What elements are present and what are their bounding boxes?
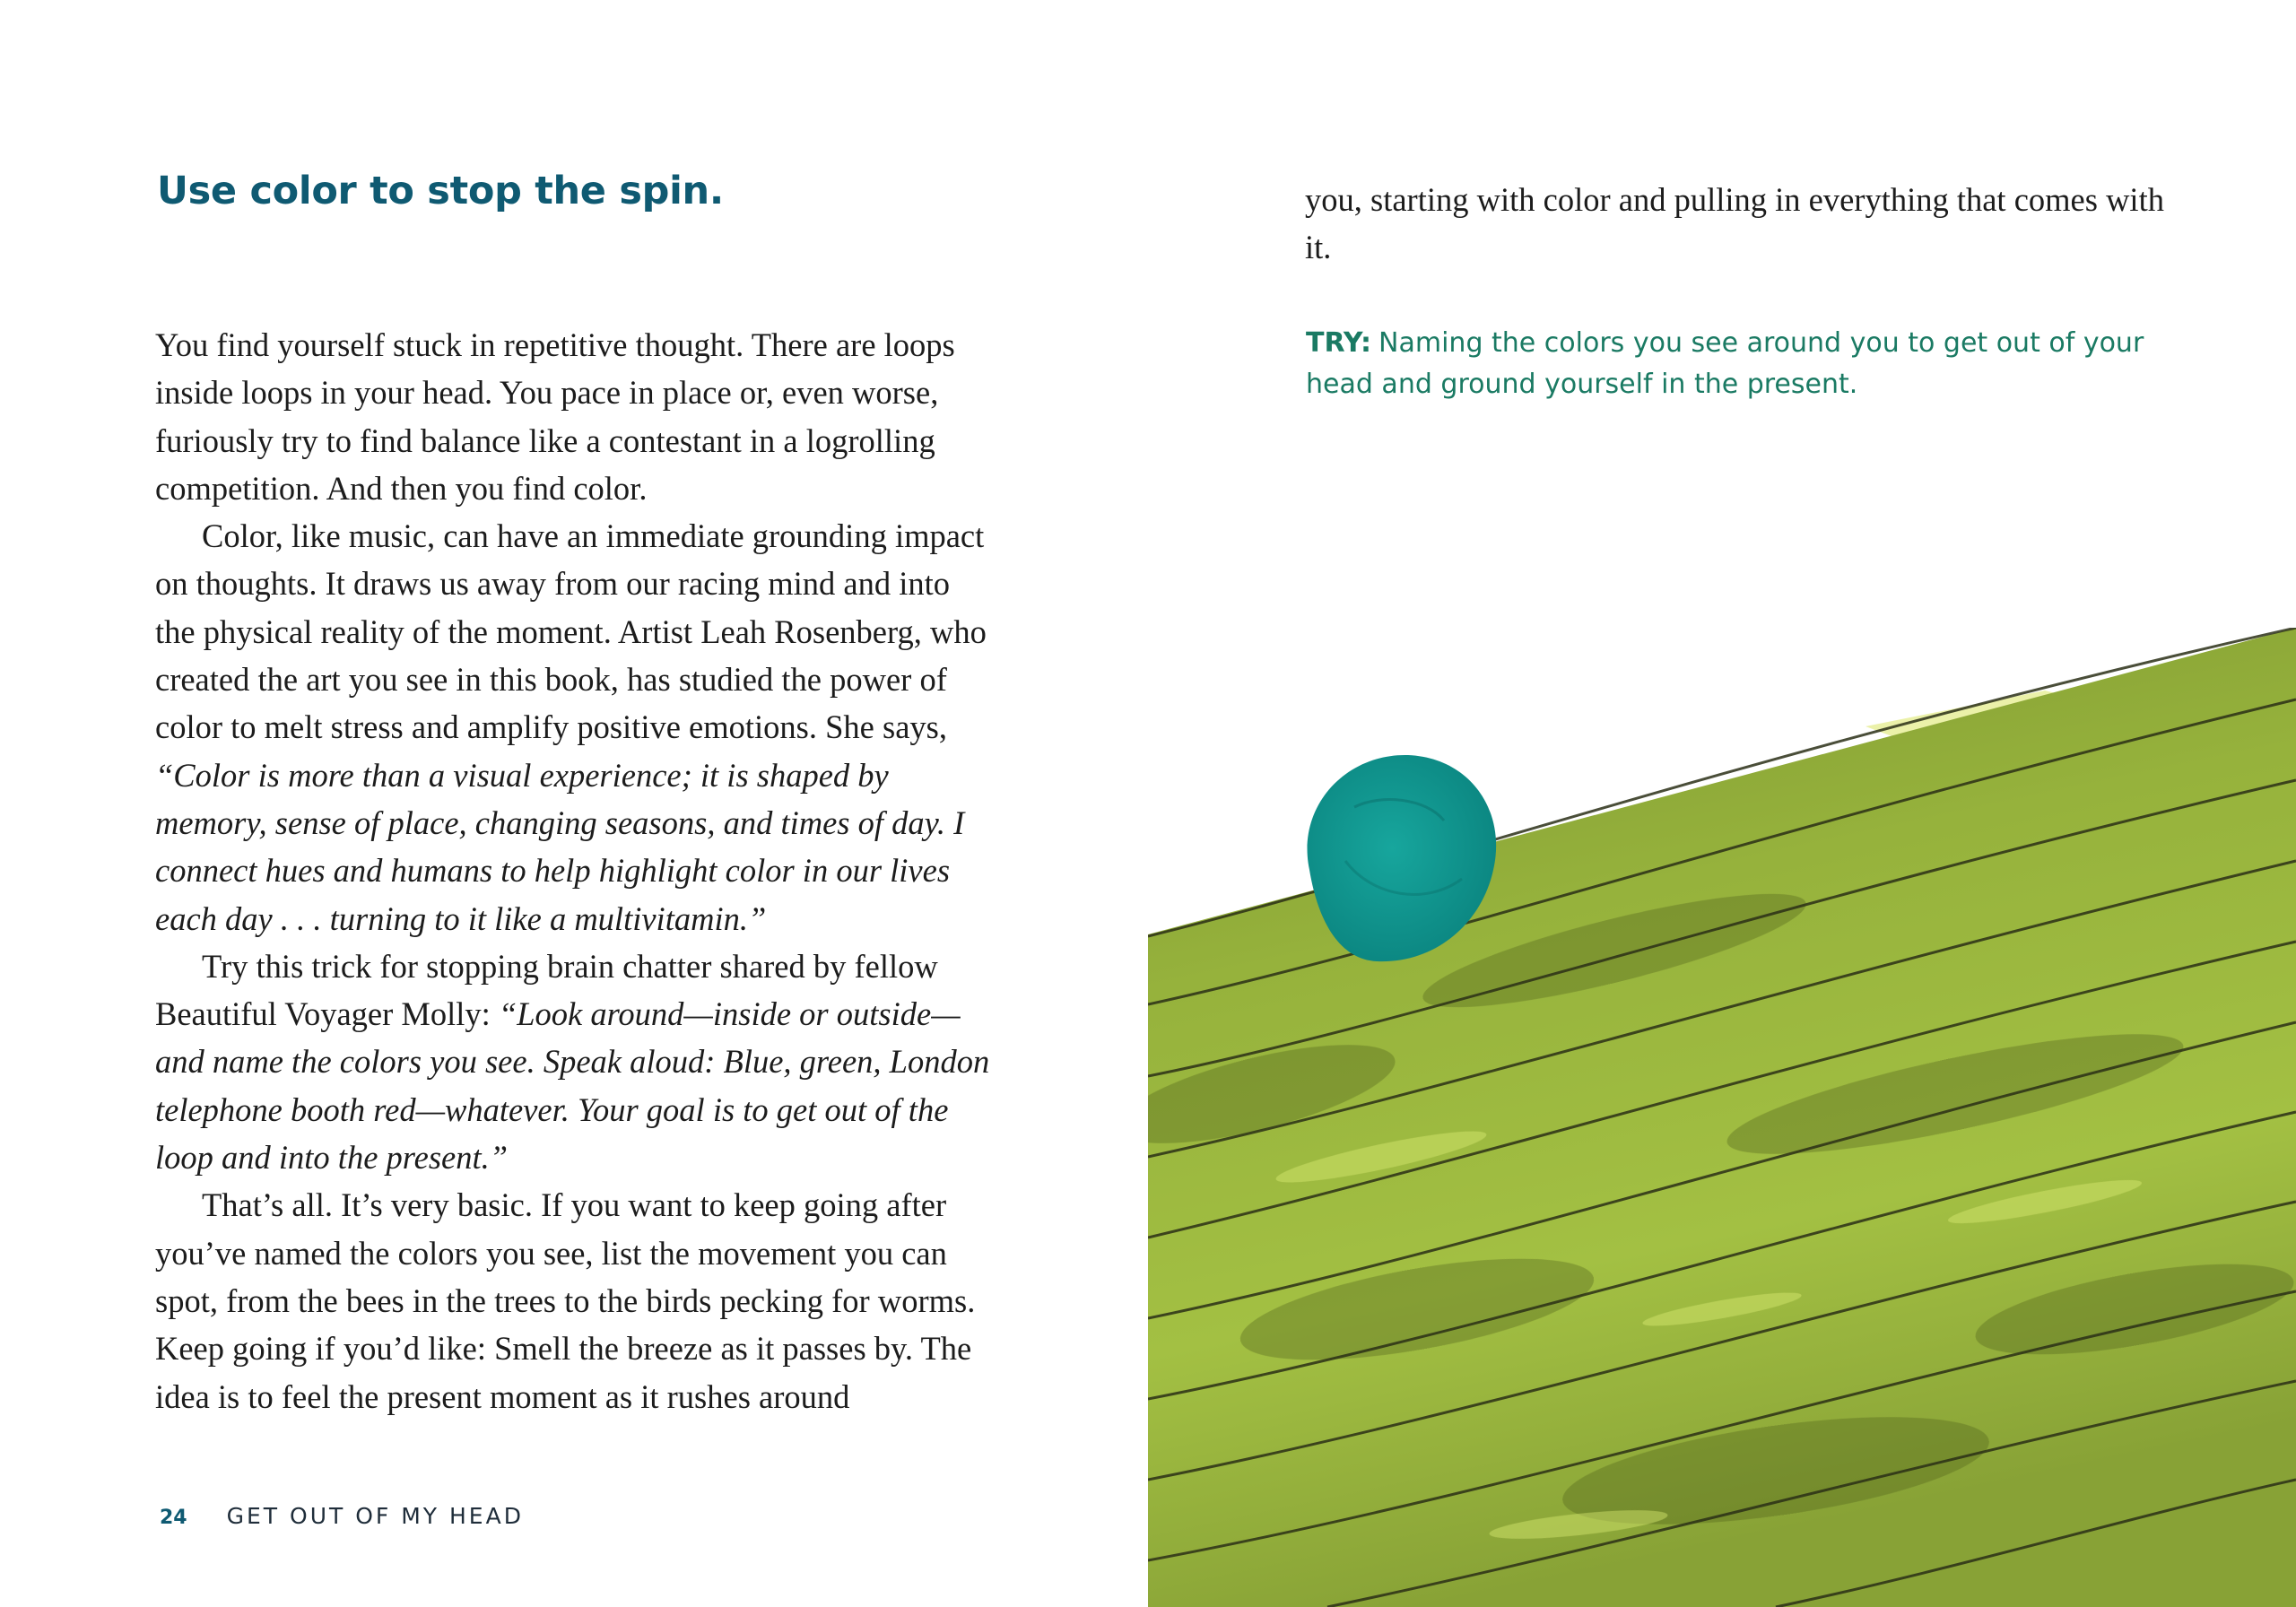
paragraph-3-lead: Try this trick for stopping brain chatter shared by fellow Beautiful Voyager Molly:	[155, 947, 938, 1033]
page-number: 24	[160, 1507, 187, 1529]
rosenberg-quote: “Color is more than a visual experience; it is shaped by memory, sense of place, changing seasons, and times of day. I connect hues and humans to help highlight color in our lives each day . . . turning to it like a multivitamin.”	[155, 756, 965, 937]
paragraph-1: You find yourself stuck in repetitive thought. There are loops inside loops in your head. You pace in place or, even worse, furiously try to find balance like a contestant in a logrolling competition. And then you find color.	[155, 326, 955, 507]
try-label: TRY:	[1306, 327, 1372, 359]
hill-illustration	[1148, 628, 2296, 1607]
try-text: Naming the colors you see around you to get out of your head and ground yourself in the present.	[1306, 327, 2144, 400]
continued-text: you, starting with color and pulling in everything that comes with it.	[1305, 181, 2164, 266]
paragraph-2	[155, 512, 994, 942]
body-text	[155, 321, 994, 1420]
paragraph-2-lead: Color, like music, can have an immediate grounding impact on thoughts. It draws us away from our racing mind and into the physical reality of the moment. Artist Leah Rosenberg, who created the art you see in this book, has studied the power of color to melt stress and amplify positive emotions. She says,	[155, 517, 987, 746]
right-page	[1148, 0, 2296, 1607]
page-heading: Use color to stop the spin.	[157, 169, 724, 213]
molly-quote: “Look around—inside or outside—and name the colors you see. Speak aloud: Blue, green, London telephone booth red—whatever. Your goal is to get out of the loop and into the present.”	[155, 995, 990, 1177]
page-footer	[160, 1503, 524, 1529]
running-head: GET OUT OF MY HEAD	[226, 1503, 524, 1529]
paragraph-4: That’s all. It’s very basic. If you want to keep going after you’ve named the colors you see, list the movement you can spot, from the bees in the trees to the birds pecking for worms. Keep going if you’d like: Smell the breeze as it passes by. The idea is to feel the present moment as it rushes around	[155, 1186, 976, 1415]
try-tip	[1306, 323, 2167, 405]
paragraph-3	[155, 942, 994, 1181]
